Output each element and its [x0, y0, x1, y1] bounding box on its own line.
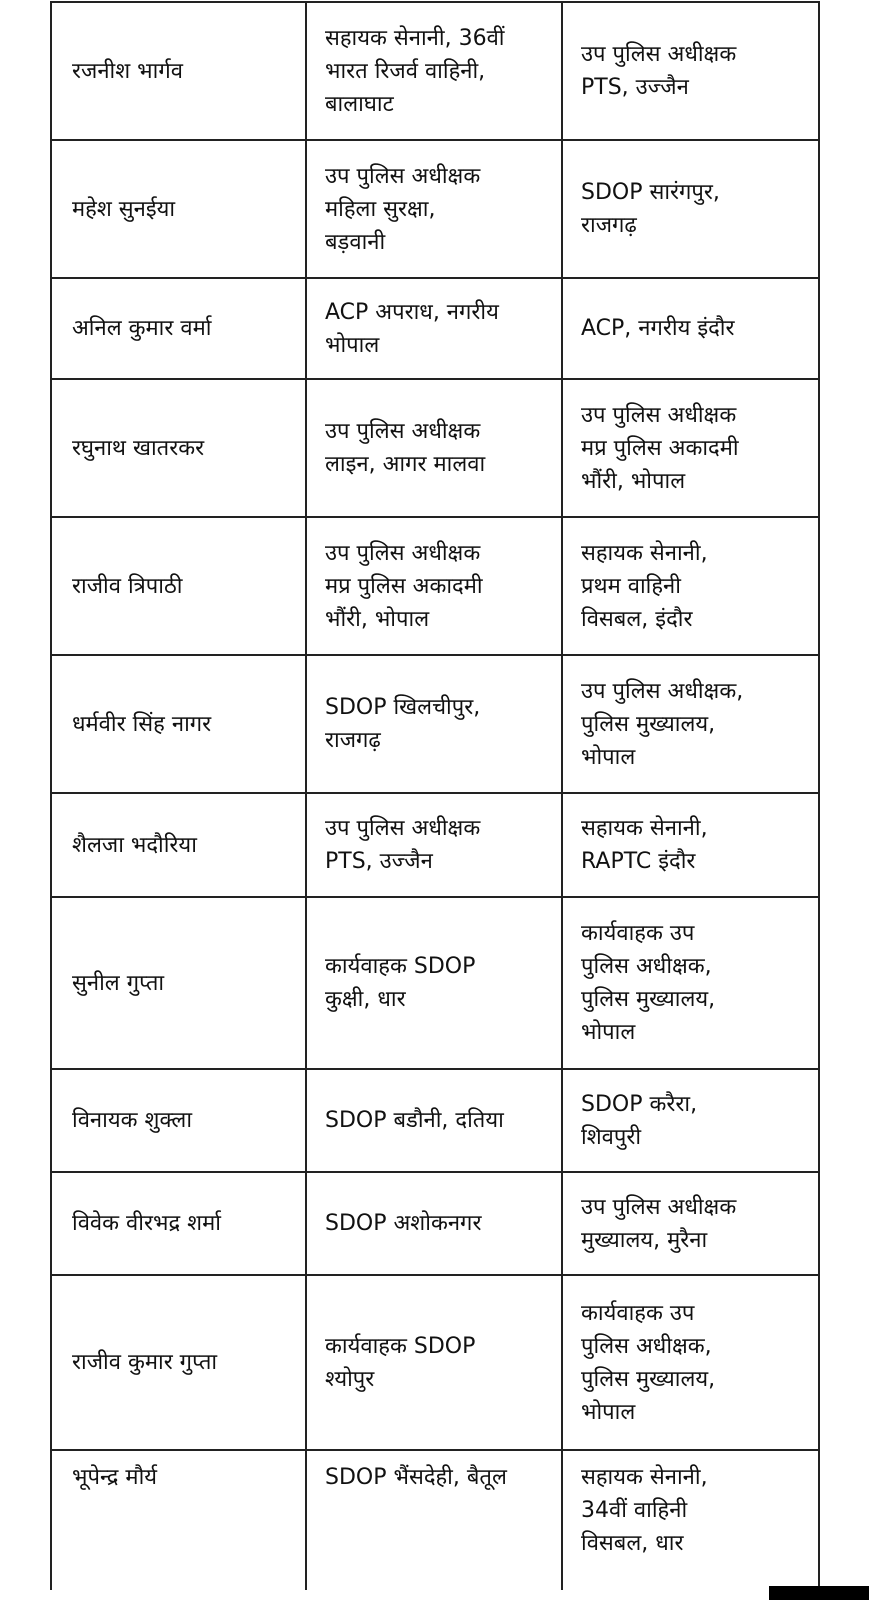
- table-body: [51, 2, 819, 1590]
- new-posting-cell: उप पुलिस अधीक्षक PTS, उज्जैन: [562, 2, 819, 140]
- officer-name-cell: अनिल कुमार वर्मा: [51, 278, 306, 379]
- new-posting-cell: ACP, नगरीय इंदौर: [562, 278, 819, 379]
- officer-name-cell: भूपेन्द्र मौर्य: [51, 1450, 306, 1590]
- current-posting-cell: कार्यवाहक SDOP कुक्षी, धार: [306, 897, 562, 1069]
- table-row: [51, 1172, 819, 1275]
- table-row: [51, 655, 819, 793]
- new-posting-cell: उप पुलिस अधीक्षक मप्र पुलिस अकादमी भौंरी, भोपाल: [562, 379, 819, 517]
- officer-name-cell: शैलजा भदौरिया: [51, 793, 306, 897]
- officer-name-cell: धर्मवीर सिंह नागर: [51, 655, 306, 793]
- table-row: [51, 1450, 819, 1590]
- new-posting-cell: उप पुलिस अधीक्षक मुख्यालय, मुरैना: [562, 1172, 819, 1275]
- officer-name-cell: विनायक शुक्ला: [51, 1069, 306, 1172]
- new-posting-cell: SDOP सारंगपुर, राजगढ़: [562, 140, 819, 278]
- officer-name-cell: राजीव त्रिपाठी: [51, 517, 306, 655]
- table-row: [51, 1069, 819, 1172]
- table-row: [51, 517, 819, 655]
- new-posting-cell: उप पुलिस अधीक्षक, पुलिस मुख्यालय, भोपाल: [562, 655, 819, 793]
- new-posting-cell: कार्यवाहक उप पुलिस अधीक्षक, पुलिस मुख्यालय, भोपाल: [562, 897, 819, 1069]
- new-posting-cell: SDOP करैरा, शिवपुरी: [562, 1069, 819, 1172]
- new-posting-cell: सहायक सेनानी, प्रथम वाहिनी विसबल, इंदौर: [562, 517, 819, 655]
- current-posting-cell: उप पुलिस अधीक्षक मप्र पुलिस अकादमी भौंरी, भोपाल: [306, 517, 562, 655]
- officer-name-cell: महेश सुनईया: [51, 140, 306, 278]
- officer-name-cell: राजीव कुमार गुप्ता: [51, 1275, 306, 1450]
- new-posting-cell: सहायक सेनानी, RAPTC इंदौर: [562, 793, 819, 897]
- current-posting-cell: उप पुलिस अधीक्षक PTS, उज्जैन: [306, 793, 562, 897]
- officer-name-cell: विवेक वीरभद्र शर्मा: [51, 1172, 306, 1275]
- new-posting-cell: कार्यवाहक उप पुलिस अधीक्षक, पुलिस मुख्यालय, भोपाल: [562, 1275, 819, 1450]
- screen-edge-bar: [769, 1586, 869, 1600]
- current-posting-cell: SDOP अशोकनगर: [306, 1172, 562, 1275]
- table-row: [51, 140, 819, 278]
- table-row: [51, 278, 819, 379]
- officer-name-cell: रजनीश भार्गव: [51, 2, 306, 140]
- current-posting-cell: उप पुलिस अधीक्षक लाइन, आगर मालवा: [306, 379, 562, 517]
- current-posting-cell: SDOP खिलचीपुर, राजगढ़: [306, 655, 562, 793]
- current-posting-cell: कार्यवाहक SDOP श्योपुर: [306, 1275, 562, 1450]
- table-row: [51, 379, 819, 517]
- officer-name-cell: सुनील गुप्ता: [51, 897, 306, 1069]
- current-posting-cell: ACP अपराध, नगरीय भोपाल: [306, 278, 562, 379]
- table-row: [51, 793, 819, 897]
- table-row: [51, 1275, 819, 1450]
- transfer-table: [50, 1, 820, 1590]
- table-row: [51, 2, 819, 140]
- current-posting-cell: SDOP बडौनी, दतिया: [306, 1069, 562, 1172]
- officer-name-cell: रघुनाथ खातरकर: [51, 379, 306, 517]
- table-row: [51, 897, 819, 1069]
- current-posting-cell: SDOP भैंसदेही, बैतूल: [306, 1450, 562, 1590]
- current-posting-cell: सहायक सेनानी, 36वीं भारत रिजर्व वाहिनी, बालाघाट: [306, 2, 562, 140]
- new-posting-cell: सहायक सेनानी, 34वीं वाहिनी विसबल, धार: [562, 1450, 819, 1590]
- current-posting-cell: उप पुलिस अधीक्षक महिला सुरक्षा, बड़वानी: [306, 140, 562, 278]
